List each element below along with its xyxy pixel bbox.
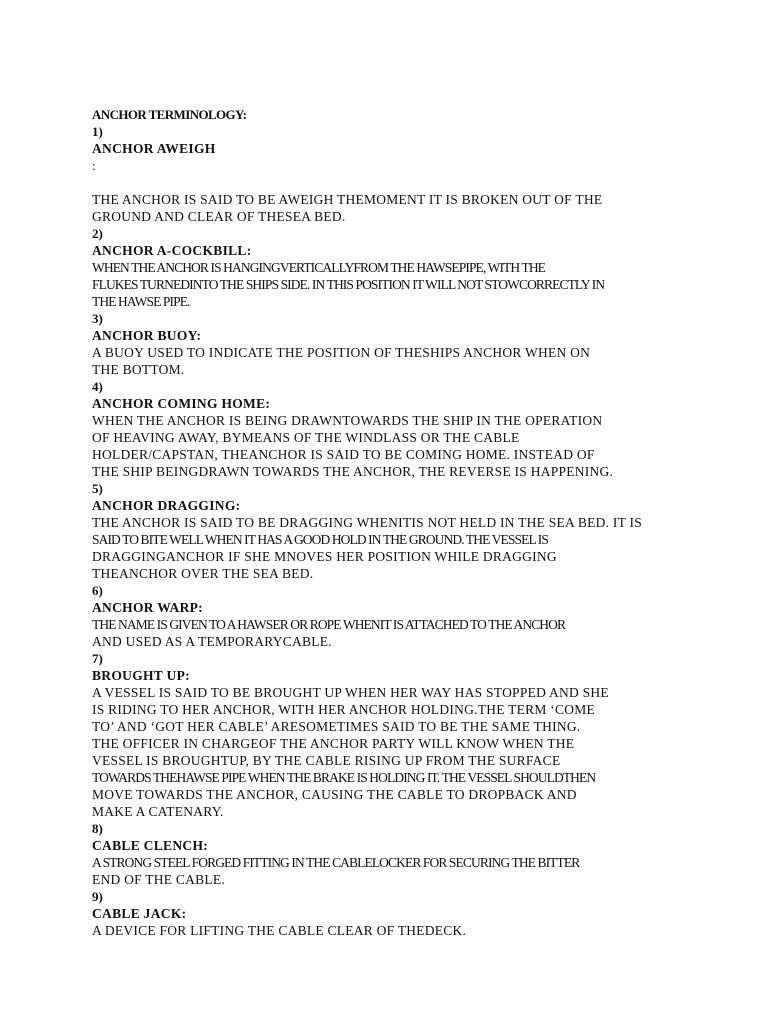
definition-line: THE SHIP BEINGDRAWN TOWARDS THE ANCHOR, THE REVERSE IS HAPPENING. — [92, 464, 614, 479]
entry-2 — [92, 225, 698, 310]
definition-line: THE NAME IS GIVEN TO A HAWSER OR ROPE WHENIT IS ATTACHED TO THE ANCHOR — [92, 617, 566, 632]
definition-line: AND USED AS A TEMPORARYCABLE. — [92, 634, 332, 649]
definition-line: THE OFFICER IN CHARGEOF THE ANCHOR PARTY WILL KNOW WHEN THE — [92, 736, 575, 751]
definition-line: IS RIDING TO HER ANCHOR, WITH HER ANCHOR HOLDING.THE TERM ‘COME — [92, 702, 596, 717]
definition-line: TOWARDS THEHAWSE PIPE WHEN THE BRAKE IS HOLDING IT. THE VESSEL SHOULDTHEN — [92, 770, 596, 785]
entry-4 — [92, 378, 698, 480]
entry-term: BROUGHT UP: — [92, 668, 190, 683]
entry-term: ANCHOR A-COCKBILL: — [92, 243, 252, 258]
entry-5 — [92, 480, 698, 582]
entry-colon: : — [92, 158, 96, 173]
definition-line: MOVE TOWARDS THE ANCHOR, CAUSING THE CABLE TO DROPBACK AND — [92, 787, 577, 802]
definition-line: THE HAWSE PIPE. — [92, 294, 190, 309]
definition-line: THEANCHOR OVER THE SEA BED. — [92, 566, 314, 581]
entry-1 — [92, 123, 698, 225]
definition-line: A STRONG STEEL FORGED FITTING IN THE CABLELOCKER FOR SECURING THE BITTER — [92, 855, 580, 870]
definition-line: END OF THE CABLE. — [92, 872, 226, 887]
entry-number: 9) — [92, 889, 103, 904]
definition-line: A BUOY USED TO INDICATE THE POSITION OF THESHIPS ANCHOR WHEN ON — [92, 345, 591, 360]
definition-line: WHEN THE ANCHOR IS HANGINGVERTICALLYFROM THE HAWSEPIPE, WITH THE — [92, 260, 546, 275]
entry-term: ANCHOR DRAGGING: — [92, 498, 241, 513]
definition-line: MAKE A CATENARY. — [92, 804, 224, 819]
entry-3 — [92, 310, 698, 378]
blank-line — [92, 174, 698, 191]
definition-line: DRAGGINGANCHOR IF SHE MNOVES HER POSITION WHILE DRAGGING — [92, 549, 557, 564]
definition-line: THE BOTTOM. — [92, 362, 185, 377]
definition-line: TO’ AND ‘GOT HER CABLE’ ARESOMETIMES SAID TO BE THE SAME THING. — [92, 719, 581, 734]
definition-line: GROUND AND CLEAR OF THESEA BED. — [92, 209, 346, 224]
definition-line: VESSEL IS BROUGHTUP, BY THE CABLE RISING UP FROM THE SURFACE — [92, 753, 561, 768]
definition-line: THE ANCHOR IS SAID TO BE AWEIGH THEMOMENT IT IS BROKEN OUT OF THE — [92, 192, 603, 207]
entry-term: ANCHOR COMING HOME: — [92, 396, 271, 411]
entry-term: CABLE JACK: — [92, 906, 187, 921]
entry-number: 2) — [92, 226, 103, 241]
definition-line: SAID TO BITE WELL WHEN IT HAS A GOOD HOLD IN THE GROUND. THE VESSEL IS — [92, 532, 548, 547]
document-title: ANCHOR TERMINOLOGY: — [92, 107, 247, 122]
definition-line: OF HEAVING AWAY, BYMEANS OF THE WINDLASS OR THE CABLE — [92, 430, 520, 445]
entry-term: ANCHOR WARP: — [92, 600, 203, 615]
entry-term: ANCHOR AWEIGH — [92, 141, 216, 156]
definition-line: FLUKES TURNEDINTO THE SHIPS SIDE. IN THIS POSITION IT WILL NOT STOWCORRECTLY IN — [92, 277, 605, 292]
entry-7 — [92, 650, 698, 820]
definition-line: A DEVICE FOR LIFTING THE CABLE CLEAR OF THEDECK. — [92, 923, 467, 938]
entry-number: 7) — [92, 651, 103, 666]
definition-line: A VESSEL IS SAID TO BE BROUGHT UP WHEN HER WAY HAS STOPPED AND SHE — [92, 685, 609, 700]
definition-line: THE ANCHOR IS SAID TO BE DRAGGING WHENITIS NOT HELD IN THE SEA BED. IT IS — [92, 515, 642, 530]
entry-number: 5) — [92, 481, 103, 496]
entry-9 — [92, 888, 698, 939]
entry-number: 4) — [92, 379, 103, 394]
entry-6 — [92, 582, 698, 650]
entry-term: CABLE CLENCH: — [92, 838, 209, 853]
entry-number: 1) — [92, 124, 103, 139]
entry-number: 8) — [92, 821, 103, 836]
entry-8 — [92, 820, 698, 888]
definition-line: HOLDER/CAPSTAN, THEANCHOR IS SAID TO BE COMING HOME. INSTEAD OF — [92, 447, 595, 462]
entry-number: 6) — [92, 583, 103, 598]
entry-number: 3) — [92, 311, 103, 326]
entry-term: ANCHOR BUOY: — [92, 328, 202, 343]
definition-line: WHEN THE ANCHOR IS BEING DRAWNTOWARDS THE SHIP IN THE OPERATION — [92, 413, 603, 428]
